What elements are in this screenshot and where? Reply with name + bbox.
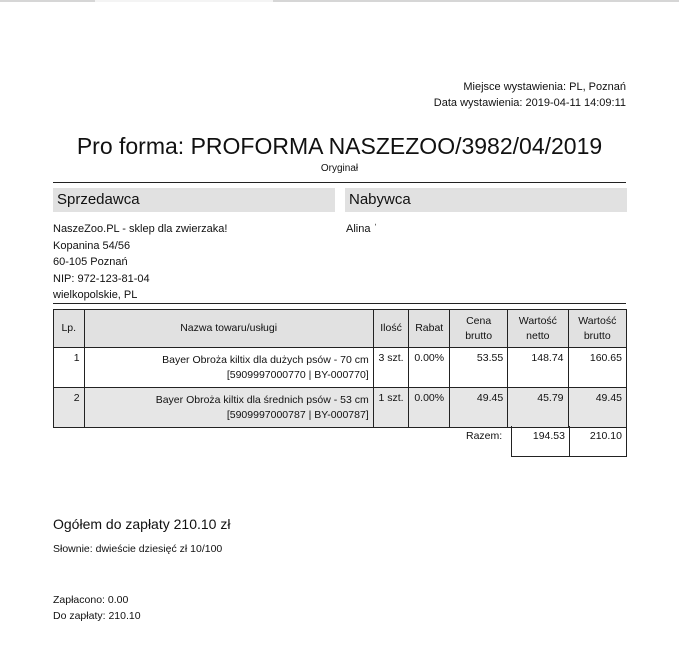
- table-header-row: [54, 310, 627, 348]
- col-lp: Lp.: [54, 310, 85, 348]
- cell-discount: 0.00%: [409, 388, 450, 428]
- col-value-net: [508, 310, 568, 348]
- total-due: Ogółem do zapłaty 210.10 zł: [53, 516, 231, 532]
- paid-amount: Zapłacono: 0.00: [53, 594, 129, 606]
- buyer-heading: Nabywca: [345, 188, 627, 212]
- seller-heading: Sprzedawca: [53, 188, 335, 212]
- col-discount: Rabat: [409, 310, 450, 348]
- col-value-gross-l2: brutto: [583, 329, 611, 342]
- cell-value-gross: 49.45: [568, 388, 626, 428]
- cell-qty: 1 szt.: [373, 388, 409, 428]
- buyer-details: [346, 221, 377, 238]
- tab-strip-segment: [95, 0, 273, 2]
- seller-details: [53, 221, 227, 304]
- sum-gross: 210.10: [569, 426, 627, 457]
- col-name: Nazwa towaru/usługi: [84, 310, 373, 348]
- col-price-gross-l2: brutto: [465, 329, 493, 342]
- cell-price-gross: 53.55: [450, 348, 508, 388]
- document-title: Pro forma: PROFORMA NASZEZOO/3982/04/2019: [76, 133, 603, 159]
- col-value-gross-l1: Wartość: [578, 314, 617, 327]
- cell-qty: 3 szt.: [373, 348, 409, 388]
- seller-line: 60-105 Poznań: [53, 256, 128, 269]
- cell-discount: 0.00%: [409, 348, 450, 388]
- issue-date: Data wystawienia: 2019-04-11 14:09:11: [433, 97, 626, 109]
- amount-in-words: Słownie: dwieście dziesięć zł 10/100: [53, 543, 223, 555]
- cell-name-l1: Bayer Obroża kiltix dla średnich psów - 53 cm: [155, 393, 369, 406]
- sum-net: 194.53: [511, 426, 570, 457]
- col-value-net-l2: netto: [526, 329, 550, 342]
- seller-line: wielkopolskie, PL: [53, 289, 138, 302]
- cell-name: [84, 348, 373, 388]
- issue-place: Miejsce wystawienia: PL, Poznań: [463, 81, 626, 93]
- original-label: Oryginał: [320, 163, 359, 174]
- cell-name-l2: [5909997000770 | BY-000770]: [226, 368, 369, 381]
- cell-lp: 2: [54, 388, 85, 428]
- cell-value-net: 148.74: [508, 348, 568, 388]
- col-price-gross: [450, 310, 508, 348]
- table-row: [54, 348, 627, 388]
- cell-name-l2: [5909997000787 | BY-000787]: [226, 408, 369, 421]
- browser-top-strip: [0, 0, 679, 2]
- cell-name-l1: Bayer Obroża kiltix dla dużych psów - 70 cm: [162, 353, 369, 366]
- col-price-gross-l1: Cena: [466, 314, 492, 327]
- divider: [53, 303, 626, 304]
- to-pay-amount: Do zapłaty: 210.10: [53, 610, 141, 622]
- col-value-gross: [568, 310, 626, 348]
- table-row: [54, 388, 627, 428]
- cell-price-gross: 49.45: [450, 388, 508, 428]
- payment-summary: [53, 592, 141, 624]
- col-qty: Ilość: [373, 310, 409, 348]
- issue-info: [434, 79, 626, 111]
- cell-lp: 1: [54, 348, 85, 388]
- cell-value-gross: 160.65: [568, 348, 626, 388]
- cell-name: [84, 388, 373, 428]
- divider: [53, 182, 626, 183]
- sum-label: Razem:: [466, 430, 503, 442]
- items-table: [53, 309, 627, 428]
- seller-line: NaszeZoo.PL - sklep dla zwierzaka!: [53, 223, 228, 235]
- buyer-line: Alina ˈ: [346, 223, 378, 235]
- seller-line: Kopanina 54/56: [53, 239, 131, 252]
- col-value-net-l1: Wartość: [518, 314, 557, 327]
- cell-value-net: 45.79: [508, 388, 568, 428]
- seller-line: NIP: 972-123-81-04: [53, 272, 150, 285]
